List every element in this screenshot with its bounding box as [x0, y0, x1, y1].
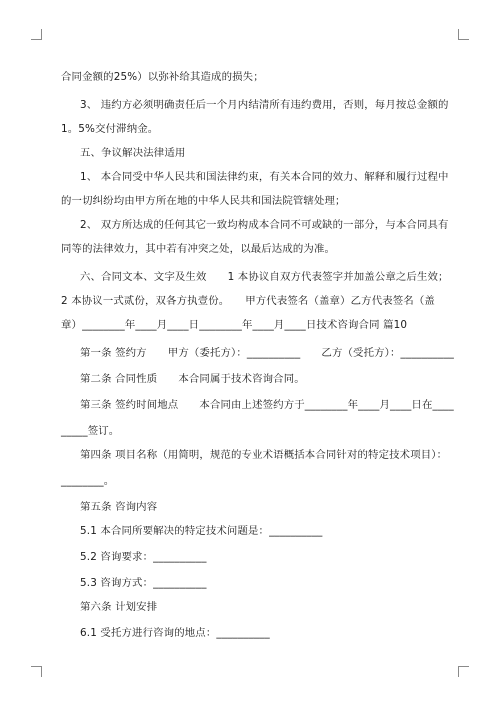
crop-mark-top-right	[458, 29, 469, 40]
text-line: _____签订。	[61, 425, 120, 437]
text-line: 同等的法律效力，其中若有冲突之处，以最后达成的为准。	[61, 243, 336, 255]
text-line: 5.1 本合同所要解决的特定技术问题是：__________	[80, 525, 323, 537]
crop-mark-bottom-right	[458, 666, 469, 677]
text-line: 2、 双方所达成的任何其它一致均构成本合同不可或缺的一部分，与本合同具有	[80, 219, 449, 231]
text-line: 6.1 受托方进行咨询的地点：__________	[80, 627, 270, 639]
article-line: 第四条 项目名称（用简明，规范的专业术语概括本合同针对的特定技术项目）：	[80, 449, 448, 461]
text-line: 5.2 咨询要求：__________	[80, 551, 207, 563]
text-line: 5.3 咨询方式：__________	[80, 577, 207, 589]
article-line: 第二条 合同性质 本合同属于技术咨询合同。	[80, 373, 305, 385]
article-line: 第五条 咨询内容	[80, 501, 158, 513]
section-heading: 五、争议解决法律适用	[80, 147, 186, 159]
text-line: 1、 本合同受中华人民共和国法律约束，有关本合同的效力、解释和履行过程中	[80, 171, 449, 183]
text-line: 2 本协议一式贰份，双各方执壹份。 甲方代表签名（盖章）乙方代表签名（盖	[61, 295, 435, 307]
section-heading: 六、合同文本、文字及生效 1 本协议自双方代表签字并加盖公章之后生效；	[80, 271, 449, 283]
crop-mark-top-left	[31, 29, 42, 40]
text-line: 1。5%交付滞纳金。	[61, 123, 159, 135]
text-line: 章）________年____月____日________年____月____日技术咨询合同 篇10	[61, 319, 408, 331]
text-line: 合同金额的25%）以弥补给其造成的损失；	[61, 71, 264, 83]
text-line: 3、 违约方必须明确责任后一个月内结清所有违约费用，否则，每月按总金额的	[80, 99, 449, 111]
text-line: ________。	[61, 475, 115, 487]
text-line: 的一切纠纷均由甲方所在地的中华人民共和国法院管辖处理；	[61, 195, 346, 207]
article-line: 第三条 签约时间地点 本合同由上述签约方于________年____月____日在____	[80, 399, 454, 411]
crop-mark-bottom-left	[31, 666, 42, 677]
article-line: 第一条 签约方 甲方（委托方）：__________ 乙方（受托方）：__________	[80, 347, 455, 359]
article-line: 第六条 计划安排	[80, 601, 158, 613]
